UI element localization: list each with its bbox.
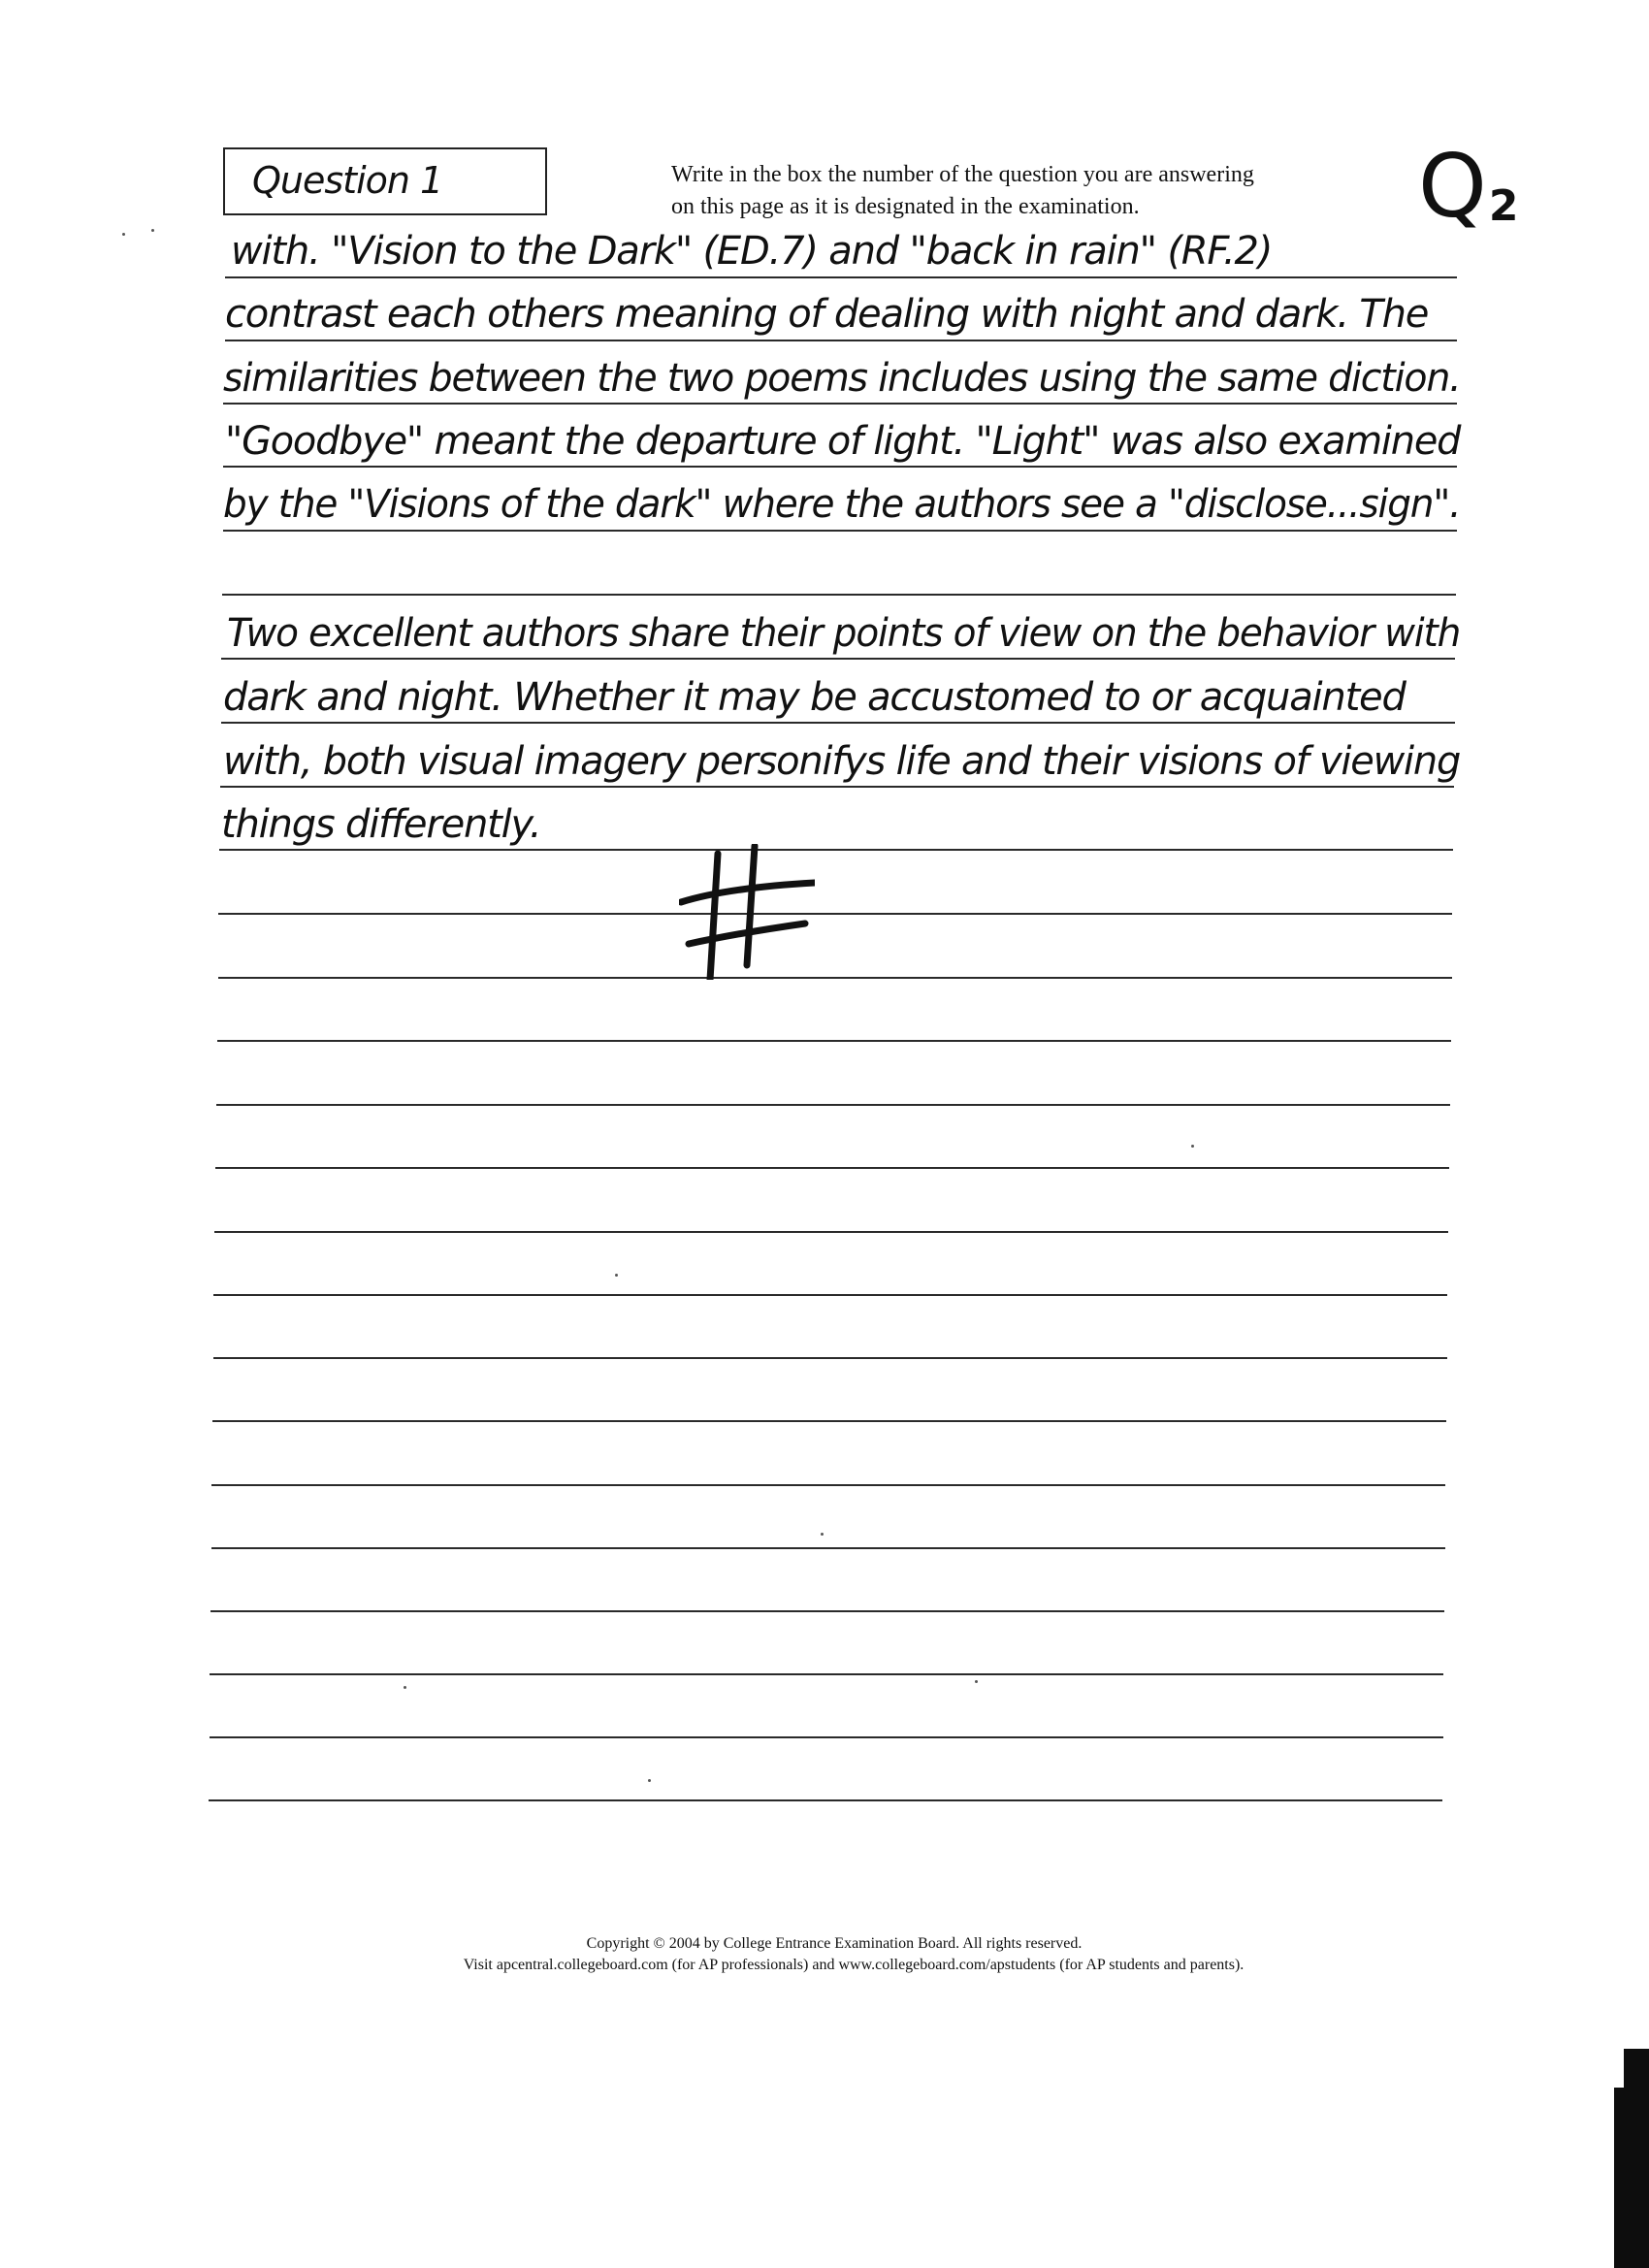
ruled-line [225, 276, 1457, 278]
handwritten-line: things differently. [221, 802, 541, 847]
copyright-line: Copyright © 2004 by College Entrance Examination Board. All rights reserved. [586, 1935, 1083, 1952]
handwritten-line: Two excellent authors share their points of view on the behavior with [227, 611, 1461, 656]
handwritten-line: similarities between the two poems includes using the same diction. [223, 356, 1461, 401]
ruled-line [223, 403, 1457, 405]
handwritten-line: "Goodbye" meant the departure of light. "Light" was also examined [225, 419, 1461, 464]
ruled-line [220, 786, 1454, 788]
ruled-line [218, 913, 1452, 915]
handwritten-line: with. "Vision to the Dark" (ED.7) and "back in rain" (RF.2) [231, 229, 1273, 274]
scan-speck [615, 1274, 618, 1277]
ruled-line [211, 1484, 1445, 1486]
ruled-line [218, 977, 1452, 979]
scan-speck [122, 233, 125, 236]
ruled-line [213, 1294, 1447, 1296]
ruled-line [221, 658, 1455, 660]
corner-question-mark [1418, 136, 1519, 238]
scan-speck [648, 1779, 651, 1782]
scan-speck [1191, 1145, 1194, 1148]
ruled-line [214, 1231, 1448, 1233]
ruled-line [223, 530, 1457, 532]
ruled-line [217, 1040, 1451, 1042]
instructions-line-2: on this page as it is designated in the examination. [671, 194, 1140, 219]
ruled-line [222, 594, 1456, 596]
instructions [671, 159, 1408, 223]
scan-speck [404, 1686, 406, 1689]
corner-letter: Q [1418, 136, 1487, 238]
ruled-line [209, 1799, 1442, 1801]
ruled-line [212, 1420, 1446, 1422]
ruled-line [211, 1547, 1445, 1549]
ruled-line [219, 849, 1453, 851]
ruled-line [225, 340, 1457, 341]
end-of-answer-mark [679, 844, 815, 980]
handwritten-line: with, both visual imagery personifys life and their visions of viewing [223, 739, 1461, 784]
ruled-line [215, 1167, 1449, 1169]
handwritten-line: by the "Visions of the dark" where the authors see a "disclose...sign". [223, 482, 1461, 527]
handwritten-line: dark and night. Whether it may be accustomed to or acquainted [223, 675, 1406, 720]
ruled-line [210, 1673, 1443, 1675]
scan-edge-notch [1614, 2049, 1624, 2088]
ruled-line [210, 1736, 1443, 1738]
scan-speck [151, 229, 154, 232]
ruled-line [221, 722, 1455, 724]
visit-line: Visit apcentral.collegeboard.com (for AP professionals) and www.collegeboard.com/apstudents (for AP students and parents). [463, 1957, 1245, 1973]
question-number-box [223, 147, 547, 215]
instructions-line-1: Write in the box the number of the question you are answering [671, 162, 1254, 187]
ruled-line [213, 1357, 1447, 1359]
question-number-text: Question 1 [252, 159, 443, 202]
handwritten-line: contrast each others meaning of dealing with night and dark. The [225, 292, 1429, 337]
corner-number: 2 [1488, 181, 1519, 231]
scan-speck [975, 1680, 978, 1683]
ruled-line [210, 1610, 1444, 1612]
ruled-line [223, 466, 1457, 468]
ruled-line [216, 1104, 1450, 1106]
scan-speck [821, 1533, 824, 1536]
